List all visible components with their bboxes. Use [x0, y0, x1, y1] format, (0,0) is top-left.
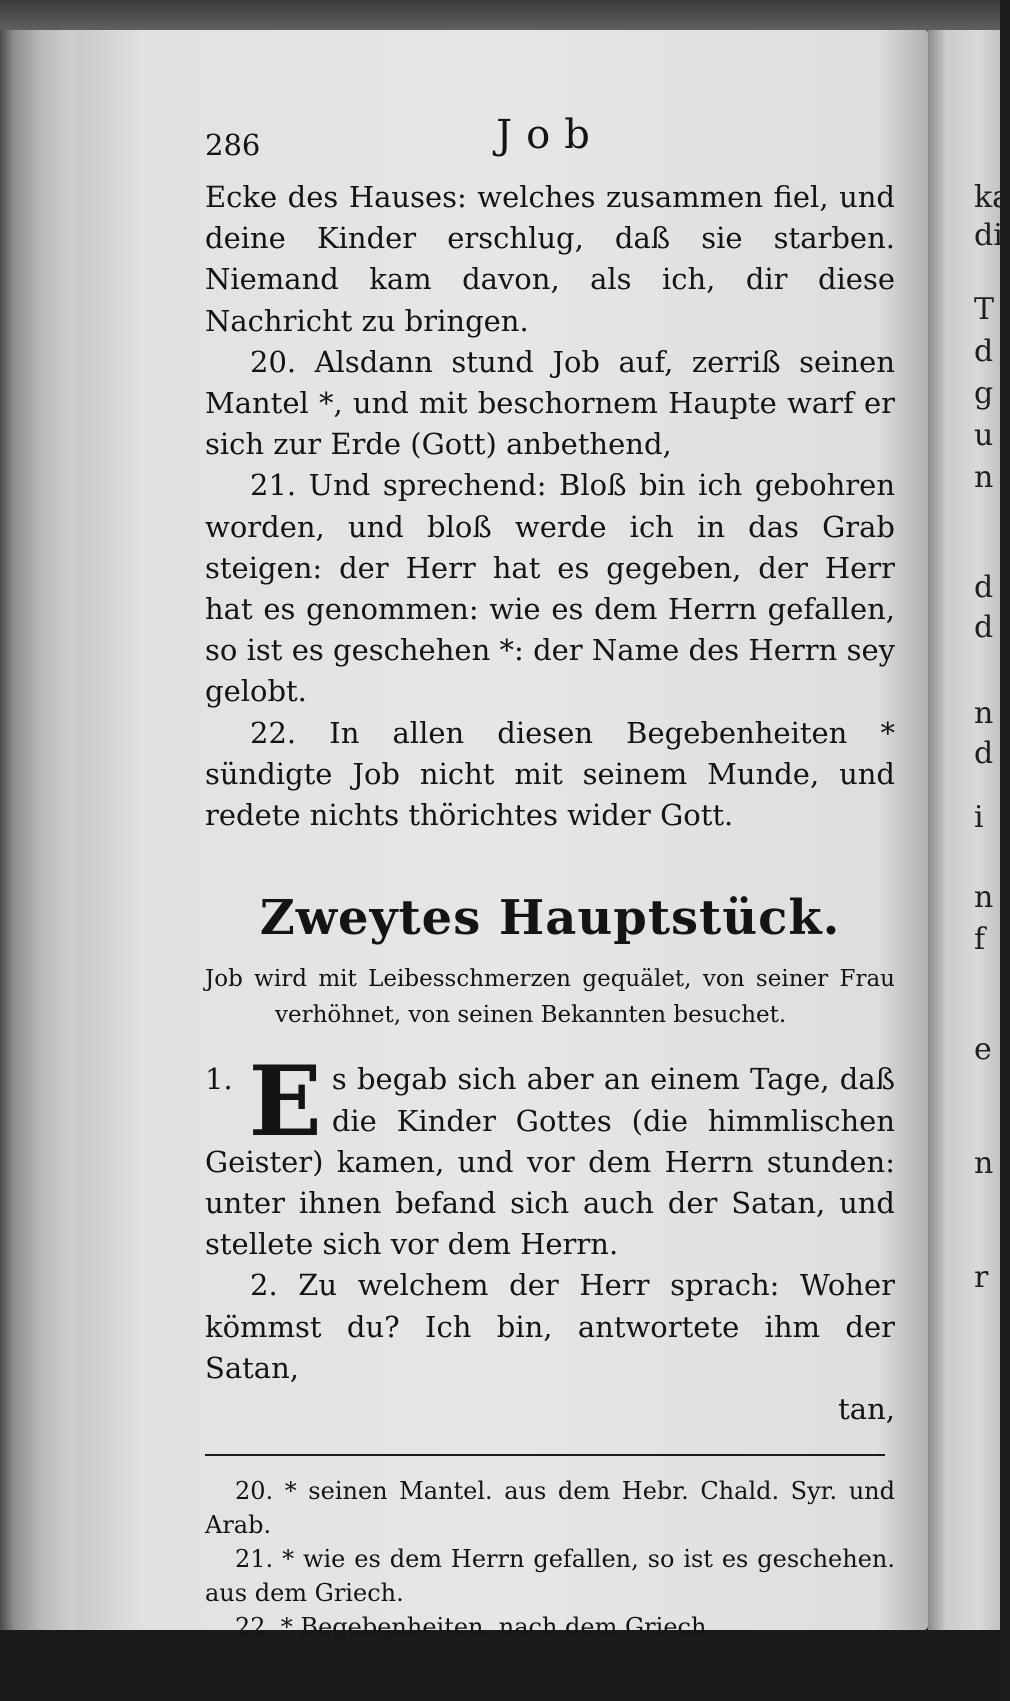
- adjacent-page-fragment: di: [974, 218, 1003, 253]
- adjacent-page-fragment: f: [974, 922, 986, 957]
- verse-number: 1.: [205, 1062, 233, 1097]
- page-header: [205, 112, 895, 177]
- verse-1-text: s begab sich aber an einem Tage, daß die Kinder Gottes (die himmlischen Geister) kamen, und vor dem Herrn stunden: unter ihnen befand sich auch der Satan, und stellete sich vor dem Herrn.: [205, 1062, 895, 1262]
- catchword: tan,: [838, 1392, 895, 1427]
- adjacent-page-fragment: d: [974, 334, 994, 369]
- footnotes: [205, 1474, 895, 1644]
- drop-cap-initial: E: [248, 1045, 322, 1159]
- adjacent-page-fragment: d: [974, 610, 994, 645]
- adjacent-page-fragment: u: [974, 418, 994, 453]
- adjacent-page-fragment: i: [974, 800, 984, 835]
- adjacent-page-fragment: r: [974, 1260, 989, 1295]
- adjacent-page-fragment: g: [974, 376, 994, 411]
- running-title: Job: [496, 112, 604, 158]
- page-number: 286: [205, 128, 261, 162]
- footnote-separator: [205, 1454, 885, 1456]
- adjacent-page-fragment: n: [974, 880, 994, 915]
- adjacent-page-edge: [928, 30, 1010, 1630]
- verse-22: 22. In allen diesen Begebenheiten * sündigte Job nicht mit seinem Munde, und redete nichts thörichtes wider Gott.: [205, 715, 895, 833]
- chapter-heading: Zweytes Hauptstück.: [259, 890, 841, 947]
- book-spine-edge: [0, 30, 90, 1630]
- verse-21: 21. Und sprechend: Bloß bin ich gebohren worden, und bloß werde ich in das Grab steigen: der Herr hat es gegeben, der Herr hat es genommen: wie es dem Herrn gefallen, so ist es geschehen *: der Name des Herrn sey gelobt.: [205, 468, 895, 709]
- adjacent-page-fragment: n: [974, 696, 994, 731]
- verse-2: 2. Zu welchem der Herr sprach: Woher kömmst du? Ich bin, antwortete ihm der Satan,: [205, 1268, 895, 1385]
- adjacent-page-fragment: T: [974, 292, 995, 327]
- adjacent-page-fragment: n: [974, 1146, 994, 1181]
- adjacent-page-fragment: d: [974, 570, 994, 605]
- chapter-summary: Job wird mit Leibesschmerzen gequälet, von seiner Frau verhöhnet, von seinen Bekannten besuchet.: [205, 966, 895, 1029]
- verse-continuation: Ecke des Hauses: welches zusammen fiel, und deine Kinder erschlug, daß sie starben. Niemand kam davon, als ich, dir diese Nachricht zu bringen.: [205, 180, 895, 338]
- adjacent-page-fragment: ka: [974, 180, 1010, 215]
- verse-1: [205, 1045, 895, 1265]
- footnote: 21. * wie es dem Herrn gefallen, so ist es geschehen. aus dem Griech.: [205, 1545, 895, 1608]
- adjacent-page-fragment: n: [974, 460, 994, 495]
- page-text-block: [205, 112, 895, 1644]
- footnote: 22. * Begebenheiten. nach dem Griech.: [235, 1613, 715, 1642]
- footnote: 20. * seinen Mantel. aus dem Hebr. Chald. Syr. und Arab.: [205, 1477, 895, 1540]
- adjacent-page-fragment: d: [974, 736, 994, 771]
- verse-20: 20. Alsdann stund Job auf, zerriß seinen Mantel *, und mit beschornem Haupte warf er sich zur Erde (Gott) anbethend,: [205, 344, 895, 462]
- adjacent-page-fragment: e: [974, 1032, 992, 1067]
